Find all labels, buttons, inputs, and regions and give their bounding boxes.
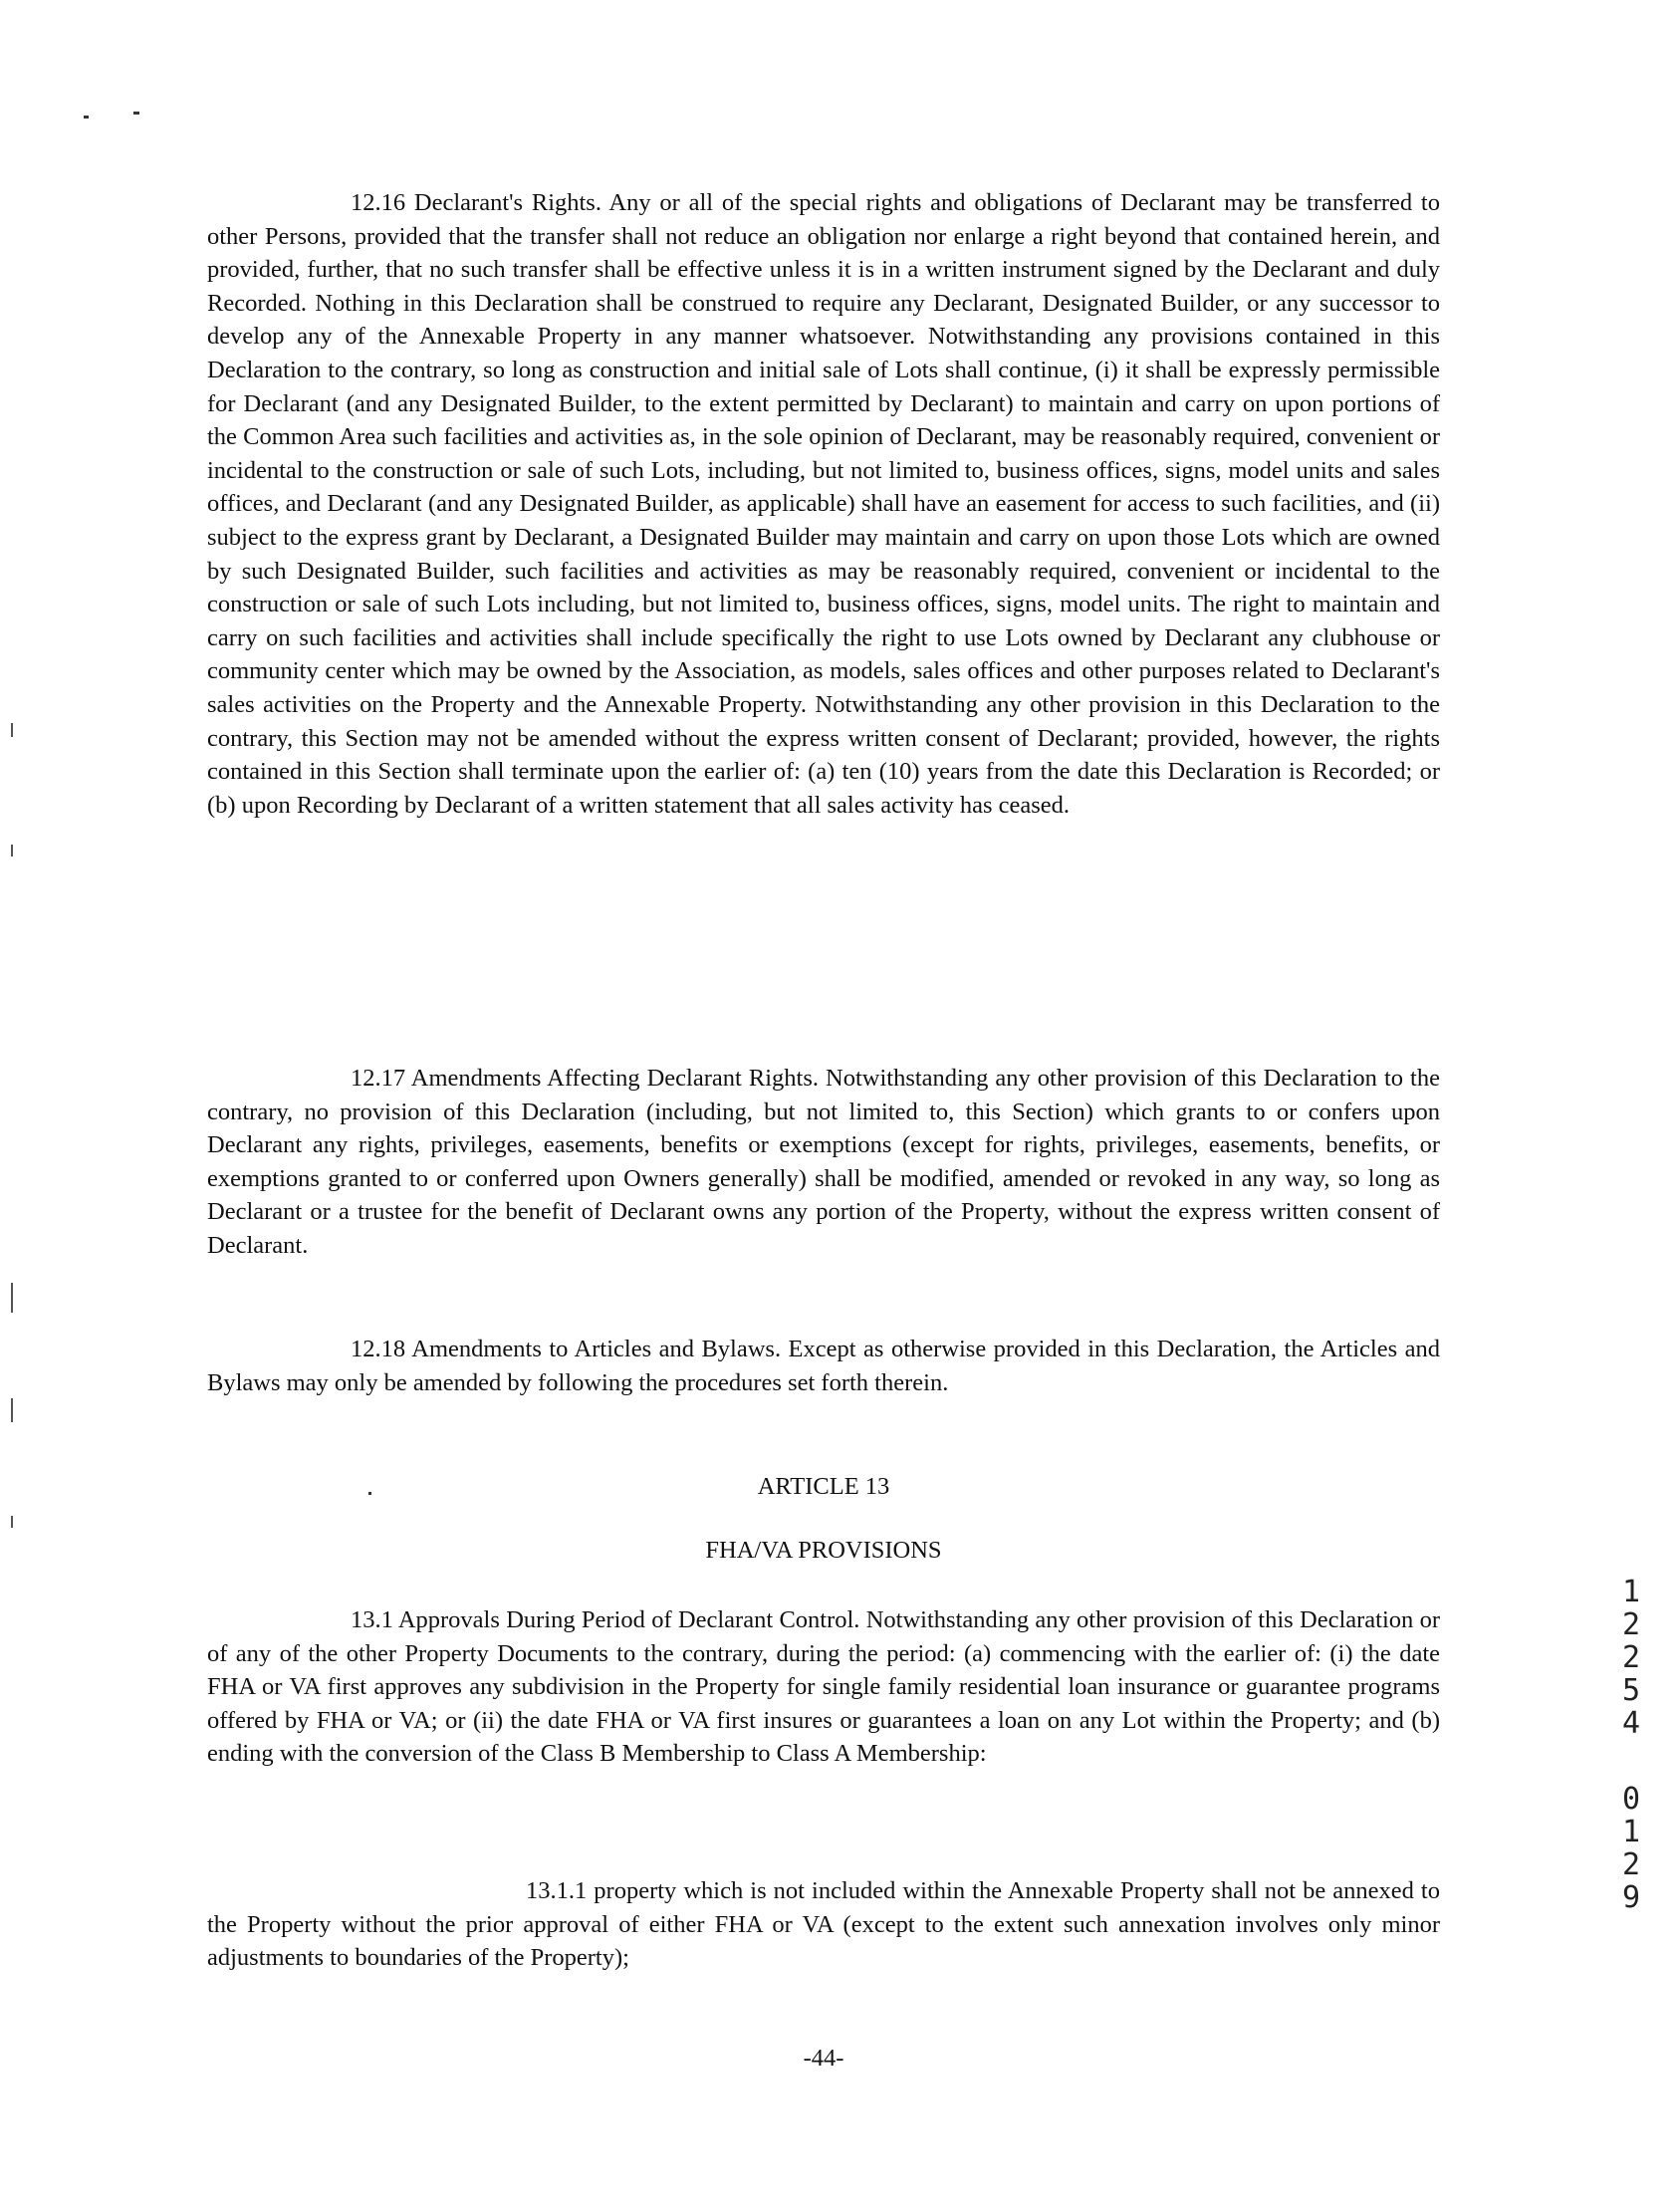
stamp-digit: 2 bbox=[1621, 1640, 1641, 1675]
stamp-digit: 1 bbox=[1621, 1575, 1641, 1609]
stamp-digit: 4 bbox=[1621, 1706, 1641, 1741]
stamp-digit: 2 bbox=[1621, 1847, 1641, 1882]
recording-stamp-top bbox=[1611, 1576, 1651, 1740]
margin-mark bbox=[11, 723, 13, 737]
margin-mark bbox=[11, 845, 13, 857]
stamp-digit: 2 bbox=[1621, 1607, 1641, 1642]
margin-mark bbox=[11, 1398, 13, 1422]
recording-stamp-bottom bbox=[1611, 1783, 1651, 1914]
margin-mark bbox=[11, 1516, 13, 1528]
stamp-digit: 1 bbox=[1621, 1815, 1641, 1849]
scan-speck bbox=[84, 116, 89, 119]
page-number: -44- bbox=[803, 2045, 844, 2072]
stamp-digit: 0 bbox=[1621, 1782, 1641, 1817]
section-12-17: 12.17 Amendments Affecting Declarant Rights. Notwithstanding any other provision of this Declaration to the contrary, no provision of this Declaration (including, but not limited to, this Section) which grants to or confers upon Declarant any rights, privileges, easements, benefits or exemptions (except for rights, privileges, easements, benefits, or exemptions granted to or conferred upon Owners generally) shall be modified, amended or revoked in any way, so long as Declarant or a trustee for the benefit of Declarant owns any portion of the Property, without the express written consent of Declarant. bbox=[207, 1065, 1440, 1259]
section-12-16: 12.16 Declarant's Rights. Any or all of the special rights and obligations of Declarant may be transferred to other Persons, provided that the transfer shall not reduce an obligation nor enlarge a right beyond that contained herein, and provided, further, that no such transfer shall be effective unless it is in a written instrument signed by the Declarant and duly Recorded. Nothing in this Declaration shall be construed to require any Declarant, Designated Builder, or any successor to develop any of the Annexable Property in any manner whatsoever. Notwithstanding any provisions contained in this Declaration to the contrary, so long as construction and initial sale of Lots shall continue, (i) it shall be expressly permissible for Declarant (and any Designated Builder, to the extent permitted by Declarant) to maintain and carry on upon portions of the Common Area such facilities and activities as, in the sole opinion of Declarant, may be reasonably required, convenient or incidental to the construction or sale of such Lots, including, but not limited to, business offices, signs, model units and sales offices, and Declarant (and any Designated Builder, as applicable) shall have an easement for access to such facilities, and (ii) subject to the express grant by Declarant, a Designated Builder may maintain and carry on upon those Lots which are owned by such Designated Builder, such facilities and activities as may be reasonably required, convenient or incidental to the construction or sale of such Lots including, but not limited to, business offices, signs, model units. The right to maintain and carry on such facilities and activities shall include specifically the right to use Lots owned by Declarant any clubhouse or community center which may be owned by the Association, as models, sales offices and other purposes related to Declarant's sales activities on the Property and the Annexable Property. Notwithstanding any other provision in this Declaration to the contrary, this Section may not be amended without the express written consent of Declarant; provided, however, the rights contained in this Section shall terminate upon the earlier of: (a) ten (10) years from the date this Declaration is Recorded; or (b) upon Recording by Declarant of a written statement that all sales activity has ceased. bbox=[207, 189, 1440, 819]
section-12-18: 12.18 Amendments to Articles and Bylaws. Except as otherwise provided in this Declaration, the Articles and Bylaws may only be amended by following the procedures set forth therein. bbox=[207, 1336, 1440, 1396]
section-13-1-1: 13.1.1 property which is not included within the Annexable Property shall not be annexed to the Property without the prior approval of either FHA or VA (except to the extent such annexation involves only minor adjustments to boundaries of the Property); bbox=[207, 1877, 1440, 1972]
article-heading: ARTICLE 13 bbox=[757, 1473, 890, 1500]
stamp-digit: 9 bbox=[1621, 1880, 1641, 1915]
scan-speck bbox=[133, 112, 139, 115]
stamp-digit: 5 bbox=[1621, 1673, 1641, 1708]
section-13-1: 13.1 Approvals During Period of Declarant Control. Notwithstanding any other provision of this Declaration or of any of the other Property Documents to the contrary, during the period: (a) commencing with the earlier of: (i) the date FHA or VA first approves any subdivision in the Property for single family residential loan insurance or guarantee programs offered by FHA or VA; or (ii) the date FHA or VA first insures or guarantees a loan on any Lot within the Property; and (b) ending with the conversion of the Class B Membership to Class A Membership: bbox=[207, 1606, 1440, 1768]
article-title: FHA/VA PROVISIONS bbox=[705, 1537, 942, 1564]
margin-mark bbox=[11, 1283, 13, 1313]
